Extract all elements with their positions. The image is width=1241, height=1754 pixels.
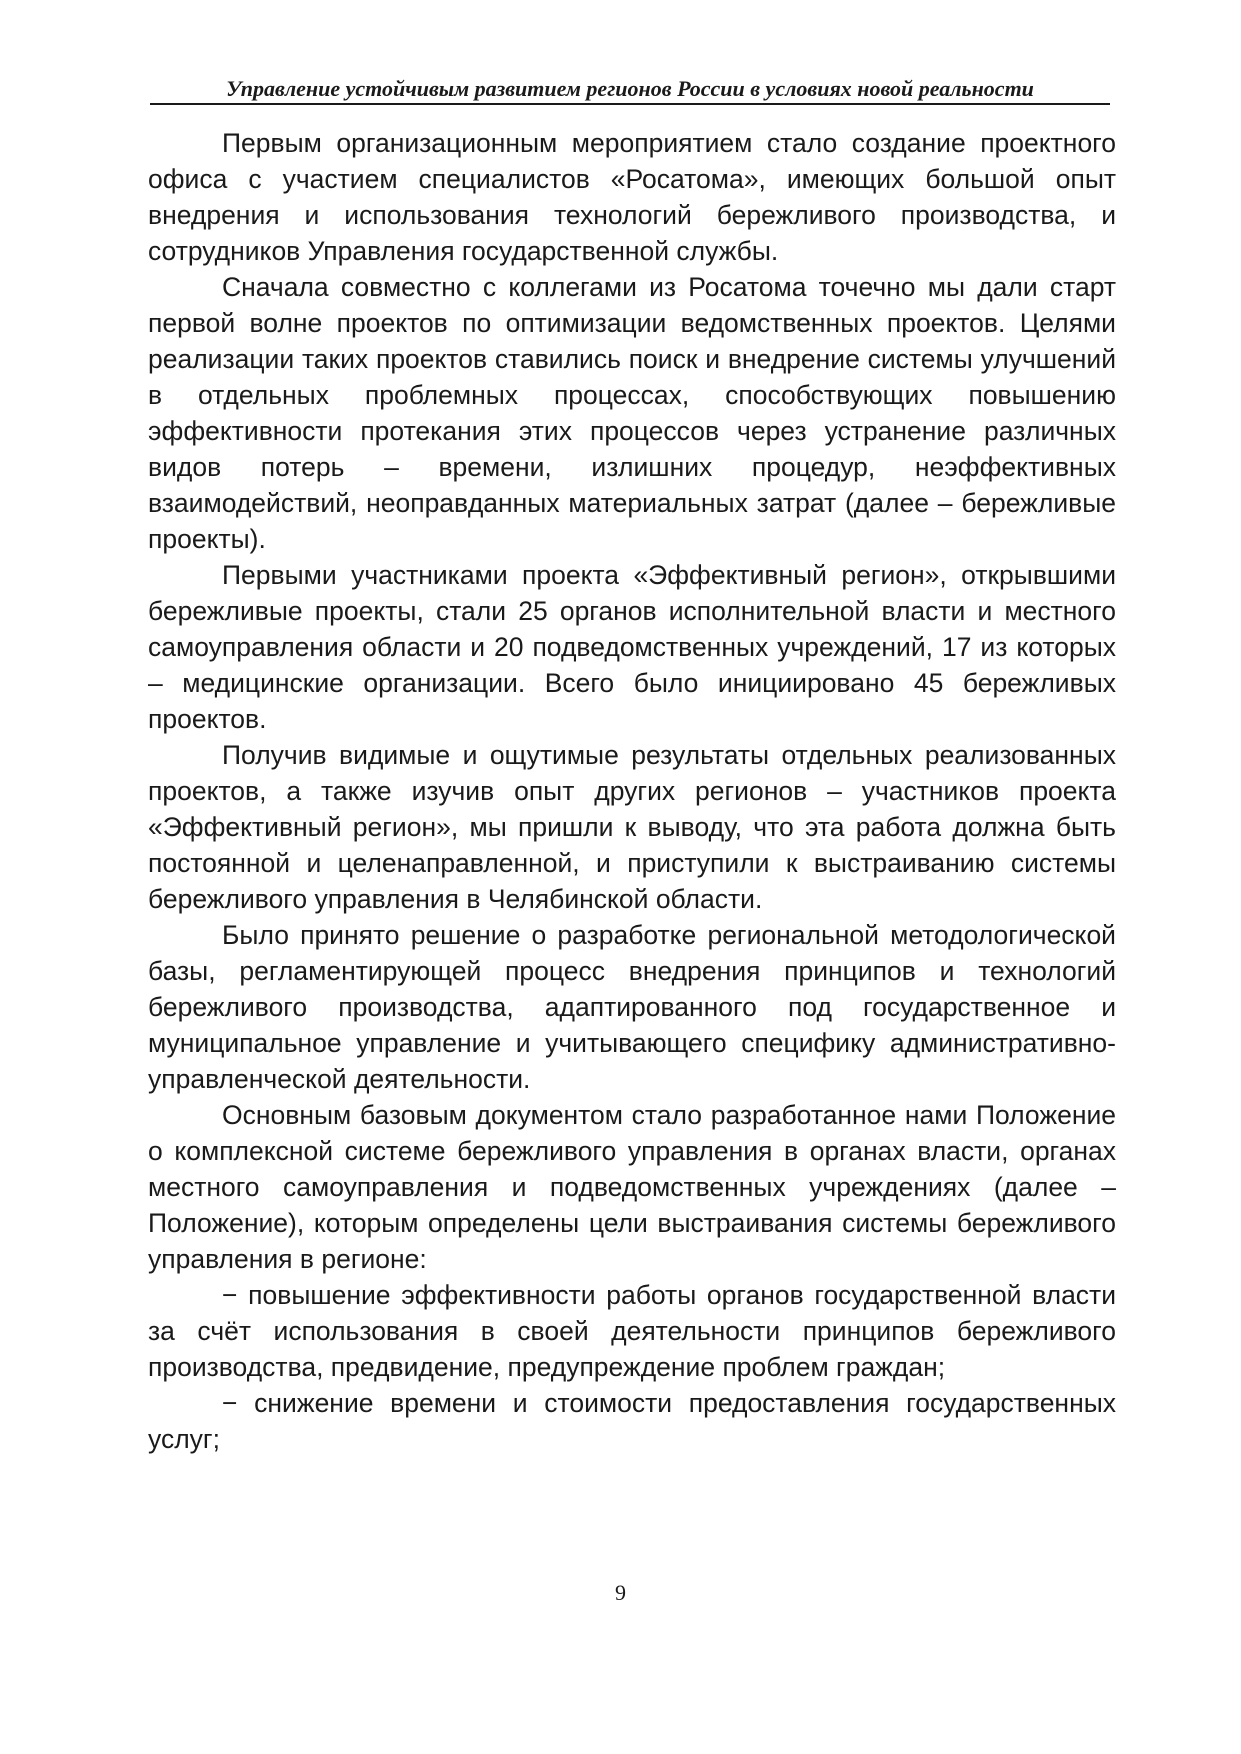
paragraph: Получив видимые и ощутимые результаты отдельных реализованных проектов, а также изучив опыт других регионов – участников проекта «Эффективный регион», мы пришли к выводу, что эта работа должна быть постоянной и целенаправленной, и приступили к выстраиванию системы бережливого управления в Челябинской области.: [148, 740, 1116, 914]
running-header-title: Управление устойчивым развитием регионов России в условиях новой реальности: [150, 76, 1110, 105]
paragraph: Основным базовым документом стало разработанное нами Положение о комплексной системе бережливого управления в органах власти, органах местного самоуправления и подведомственных учреждениях (далее – Положение), которым определены цели выстраивания системы бережливого управления в регионе:: [148, 1100, 1116, 1274]
paragraph: Было принято решение о разработке региональной методологической базы, регламентирующей процесс внедрения принципов и технологий бережливого производства, адаптированного под государственное и муниципальное управление и учитывающего специфику административно-управленческой деятельности.: [148, 920, 1116, 1094]
list-item: − повышение эффективности работы органов государственной власти за счёт использования в своей деятельности принципов бережливого производства, предвидение, предупреждение проблем граждан;: [148, 1280, 1116, 1382]
paragraph: Сначала совместно с коллегами из Росатома точечно мы дали старт первой волне проектов по оптимизации ведомственных проектов. Целями реализации таких проектов ставились поиск и внедрение системы улучшений в отдельных проблемных процессах, способствующих повышению эффективности протекания этих процессов через устранение различных видов потерь – времени, излишних процедур, неэффективных взаимодействий, неоправданных материальных затрат (далее – бережливые проекты).: [148, 272, 1116, 554]
list-item: − снижение времени и стоимости предоставления государственных услуг;: [148, 1388, 1116, 1454]
paragraph: Первыми участниками проекта «Эффективный регион», открывшими бережливые проекты, стали 25 органов исполнительной власти и местного самоуправления области и 20 подведомственных учреждений, 17 из которых – медицинские организации. Всего было инициировано 45 бережливых проектов.: [148, 560, 1116, 734]
body-text: [148, 125, 1116, 1457]
page-number: 9: [615, 1580, 626, 1605]
paragraph: Первым организационным мероприятием стало создание проектного офиса с участием специалистов «Росатома», имеющих большой опыт внедрения и использования технологий бережливого производства, и сотрудников Управления государственной службы.: [148, 128, 1116, 266]
